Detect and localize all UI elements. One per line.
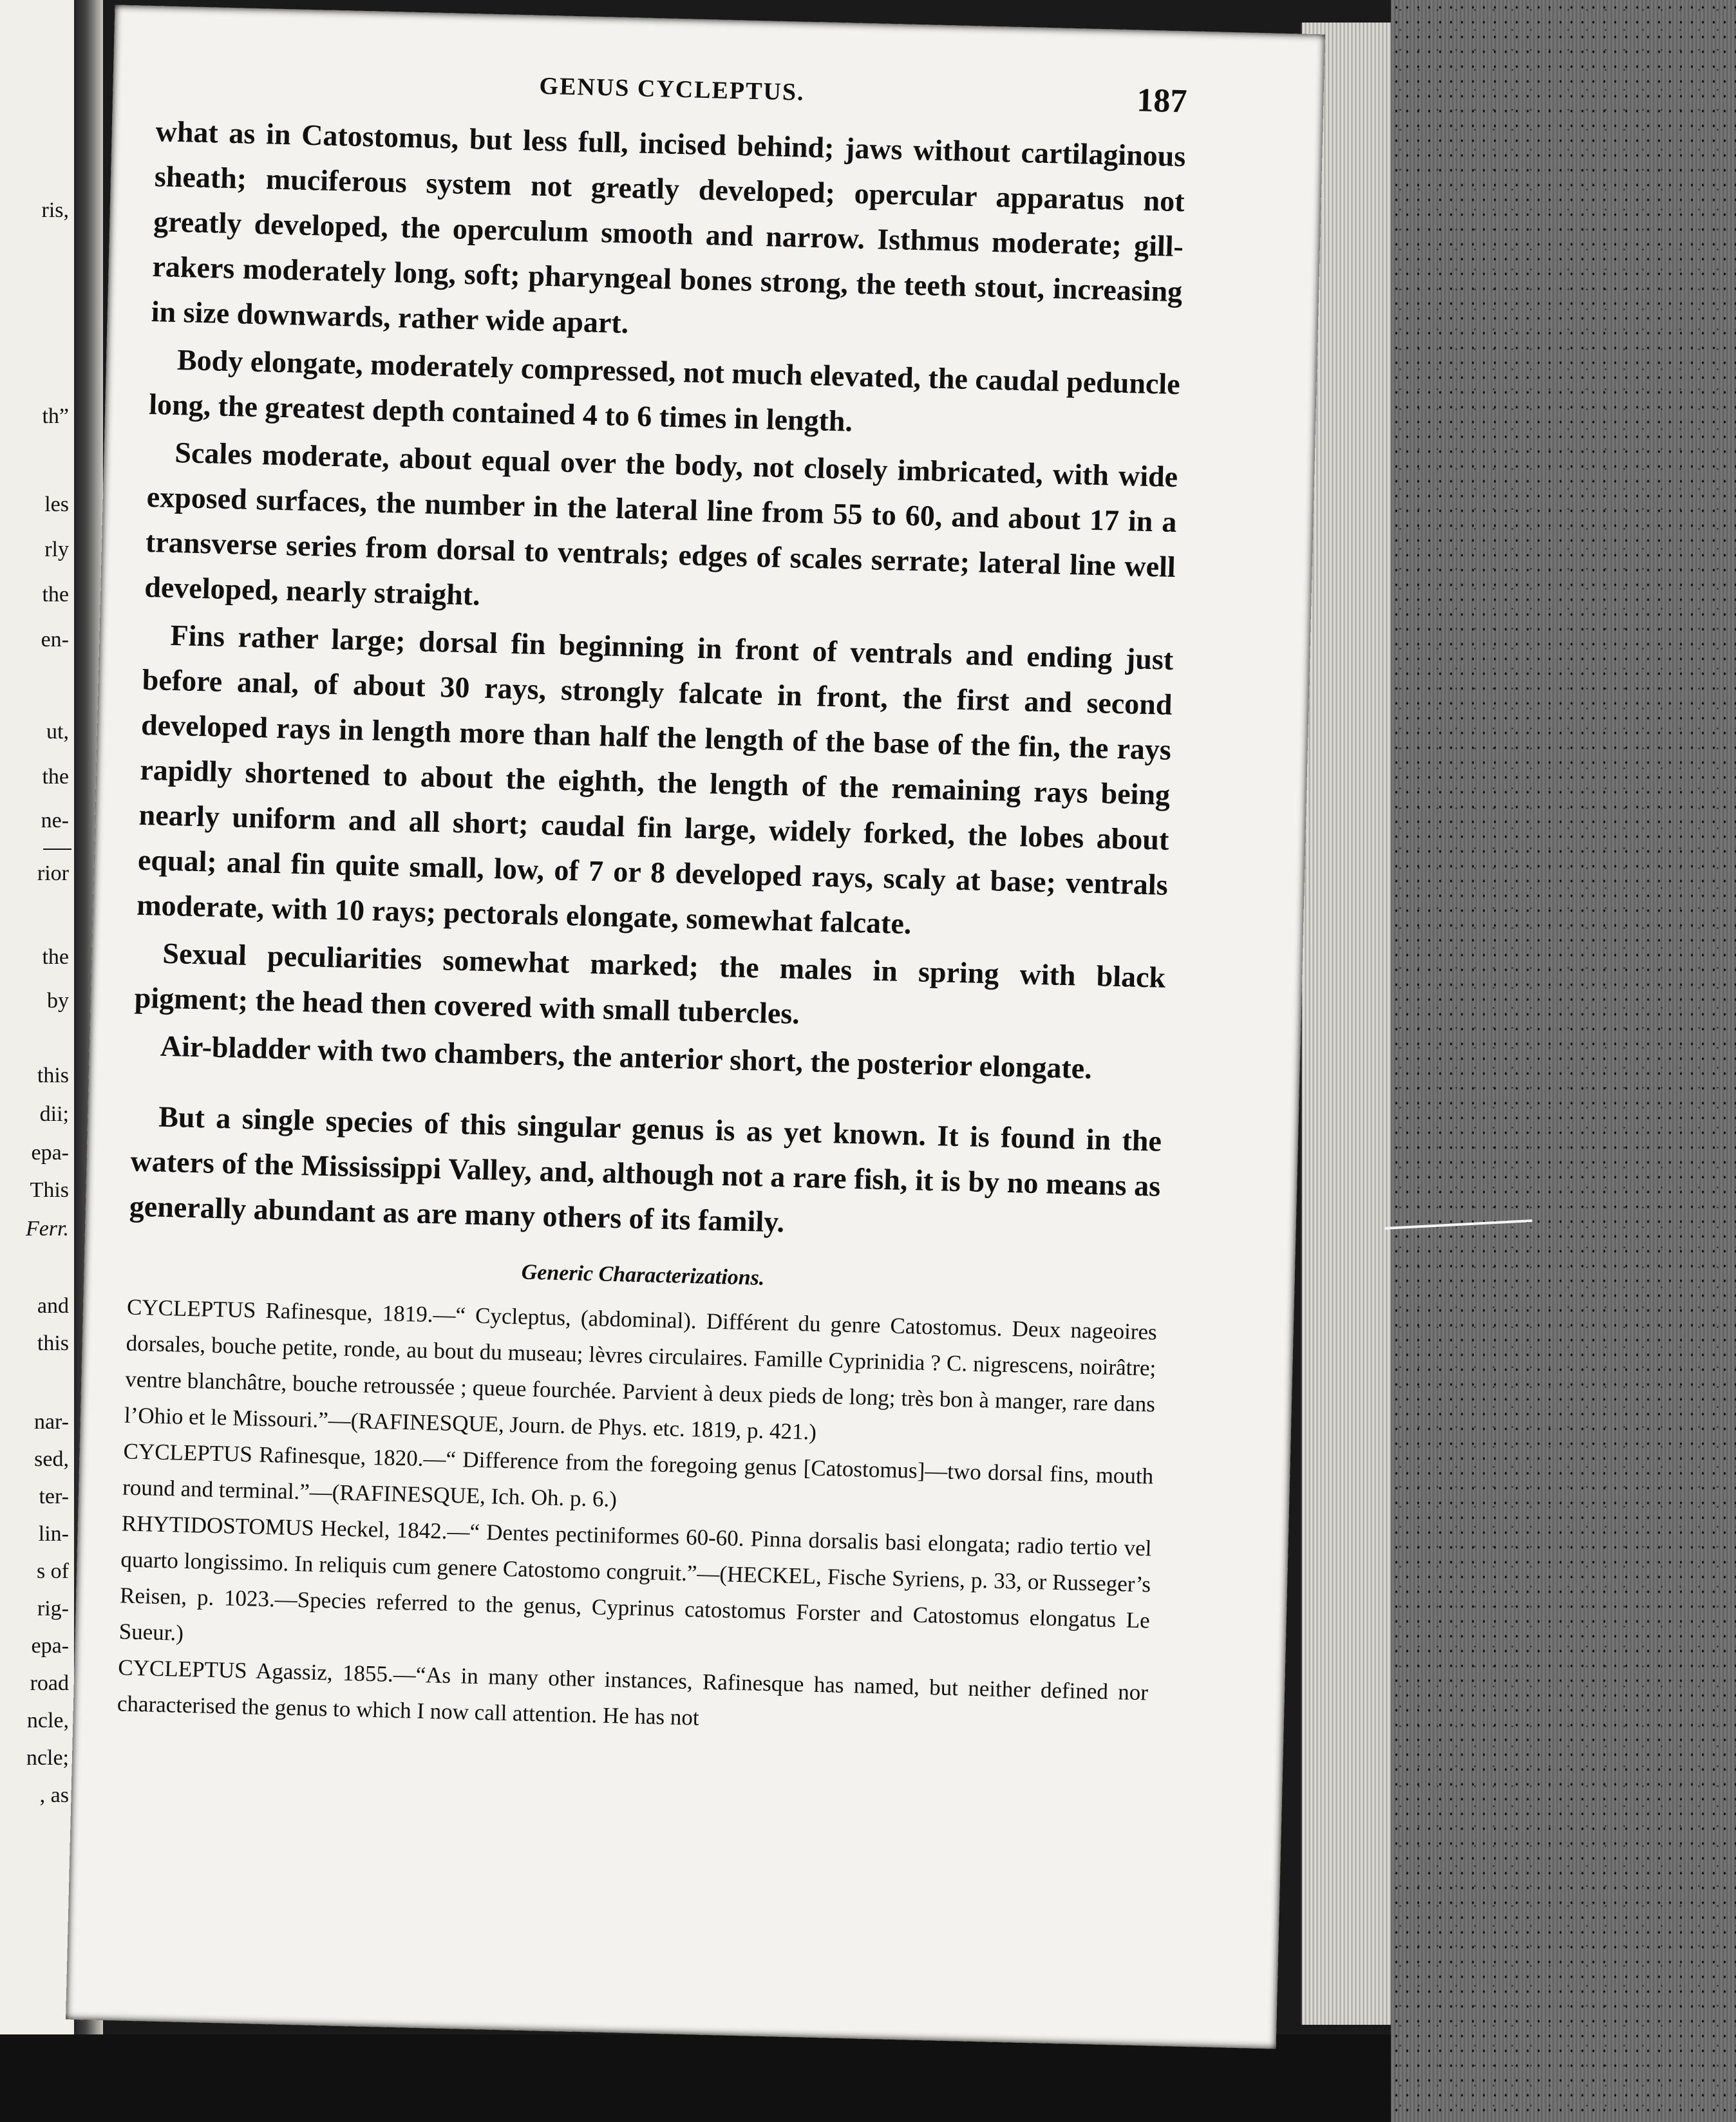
- left-margin-fragment: by: [47, 989, 69, 1013]
- left-margin-fragment: ter-: [39, 1485, 69, 1508]
- section-title: Generic Characterizations.: [521, 1260, 765, 1290]
- left-margin-fragment: th”: [42, 404, 69, 428]
- left-margin-fragment: ut,: [46, 720, 69, 744]
- left-margin-fragment: ncle,: [26, 1709, 69, 1732]
- book-block-background: [1391, 0, 1736, 2122]
- left-page-margin: [0, 0, 76, 2122]
- left-margin-fragment: road: [30, 1671, 69, 1695]
- left-margin-fragment: sed,: [34, 1447, 69, 1471]
- characterization-entry: CYCLEPTUS Agassiz, 1855.—“As in many other instances, Rafinesque has named, but neither defined nor characterised the genus to which I now call attention. He has not: [117, 1655, 1149, 1731]
- paragraph: Sexual peculiarities somewhat marked; the males in spring with black pigment; the head then covered with small tubercles.: [134, 936, 1166, 1030]
- page-content: [117, 57, 1187, 1747]
- left-margin-fragment: ne-: [41, 809, 69, 832]
- paragraph: Body elongate, moderately compressed, not much elevated, the caudal peduncle long, the greatest depth contained 4 to 6 times in length.: [148, 343, 1181, 438]
- left-margin-fragment: this: [37, 1331, 69, 1355]
- left-margin-rule: [43, 849, 71, 850]
- left-margin-fragment: the: [42, 765, 69, 789]
- scan-bottom-shadow: [0, 2034, 1391, 2122]
- left-margin-fragment: and: [37, 1294, 69, 1318]
- paragraph: Scales moderate, about equal over the body, not closely imbricated, with wide exposed surfaces, the number in the lateral line from 55 to 60, and about 17 in a transverse series from dorsal to ventrals; edges of scales serrate; lateral line well developed, nearly straight.: [144, 435, 1178, 612]
- left-margin-fragment: en-: [41, 628, 69, 652]
- left-margin-fragment: the: [42, 583, 69, 606]
- left-margin-fragment: ncle;: [26, 1746, 69, 1770]
- book-page: [66, 5, 1325, 2049]
- characterization-entries: [117, 1290, 1157, 1747]
- left-margin-fragment: s of: [36, 1559, 69, 1583]
- left-margin-fragment: , as: [39, 1783, 69, 1807]
- paragraph: Air-bladder with two chambers, the anterior short, the posterior elongate.: [160, 1029, 1093, 1085]
- characterization-entry: CYCLEPTUS Rafinesque, 1820.—“ Difference from the foregoing genus [Catostomus]—two dorsal fins, mouth round and terminal.”—(RAFINESQUE, Ich. Oh. p. 6.): [122, 1438, 1154, 1512]
- left-margin-fragment: ris,: [41, 198, 69, 222]
- left-margin-fragment: epa-: [31, 1634, 69, 1658]
- left-margin-fragment: dii;: [39, 1102, 69, 1126]
- left-margin-fragment: les: [44, 493, 69, 516]
- left-margin-fragment: Ferr.: [25, 1217, 69, 1241]
- left-margin-fragment: the: [42, 945, 69, 969]
- characterization-entry: RHYTIDOSTOMUS Heckel, 1842.—“ Dentes pectiniformes 60-60. Pinna dorsalis basi elongata; radio tertio vel quarto longissimo. In reliquis cum genere Catostomo congruit.”—(HECKEL, Fische Syriens, p. 33, or Russeger’s Reisen, p. 1023.—Species referred to the genus, Cyprinus catostomus Forster and Catostomus elongatus Le Sueur.): [118, 1510, 1152, 1646]
- paragraph: But a single species of this singular genus is as yet known. It is found in the waters of the Mississippi Valley, and, although not a rare fish, it is by no means as generally abundant as are many others of its family.: [129, 1100, 1162, 1239]
- left-margin-fragment: rig-: [37, 1597, 69, 1620]
- left-margin-fragment: This: [30, 1178, 69, 1202]
- left-margin-fragment: this: [37, 1064, 69, 1087]
- running-title: GENUS CYCLEPTUS.: [539, 72, 806, 106]
- left-margin-fragment: epa-: [31, 1141, 69, 1165]
- paragraph: what as in Catostomus, but less full, incised behind; jaws without cartilaginous sheath; muciferous system not greatly developed; opercular apparatus not greatly developed, the operculum smooth and narrow. Isthmus moderate; gill-rakers moderately long, soft; pharyngeal bones strong, the teeth stout, increasing in size downwards, rather wide apart.: [151, 115, 1186, 340]
- left-margin-fragment: nar-: [33, 1410, 69, 1434]
- page-number: 187: [1136, 82, 1188, 120]
- left-margin-fragment: lin-: [38, 1522, 69, 1546]
- body-text: [129, 109, 1186, 1254]
- left-margin-fragment: rior: [37, 861, 69, 885]
- paragraph: Fins rather large; dorsal fin beginning in front of ventrals and ending just before anal, of about 30 rays, strongly falcate in front, the first and second developed rays in length more than half the length of the base of the fin, the rays rapidly shortened to about the eighth, the length of the remaining rays being nearly uniform and all short; caudal fin large, widely forked, the lobes about equal; anal fin quite small, low, of 7 or 8 developed rays, scaly at base; ventrals moderate, with 10 rays; pectorals elongate, somewhat falcate.: [136, 618, 1174, 941]
- left-margin-fragment: rly: [44, 538, 69, 561]
- characterization-entry: CYCLEPTUS Rafinesque, 1819.—“ Cycleptus, (abdominal). Différent du genre Catostomus. Deux nageoires dorsales, bouche petite, ronde, au bout du museau; lèvres circulaires. Famille Cyprinidia ? C. nigrescens, noirâtre; ventre blanchâtre, bouche retroussée ; queue fourchée. Parvient à deux pieds de long; très bon à manger, rare dans l’Ohio et le Missouri.”—(RAFINESQUE, Journ. de Phys. etc. 1819, p. 421.): [124, 1294, 1158, 1445]
